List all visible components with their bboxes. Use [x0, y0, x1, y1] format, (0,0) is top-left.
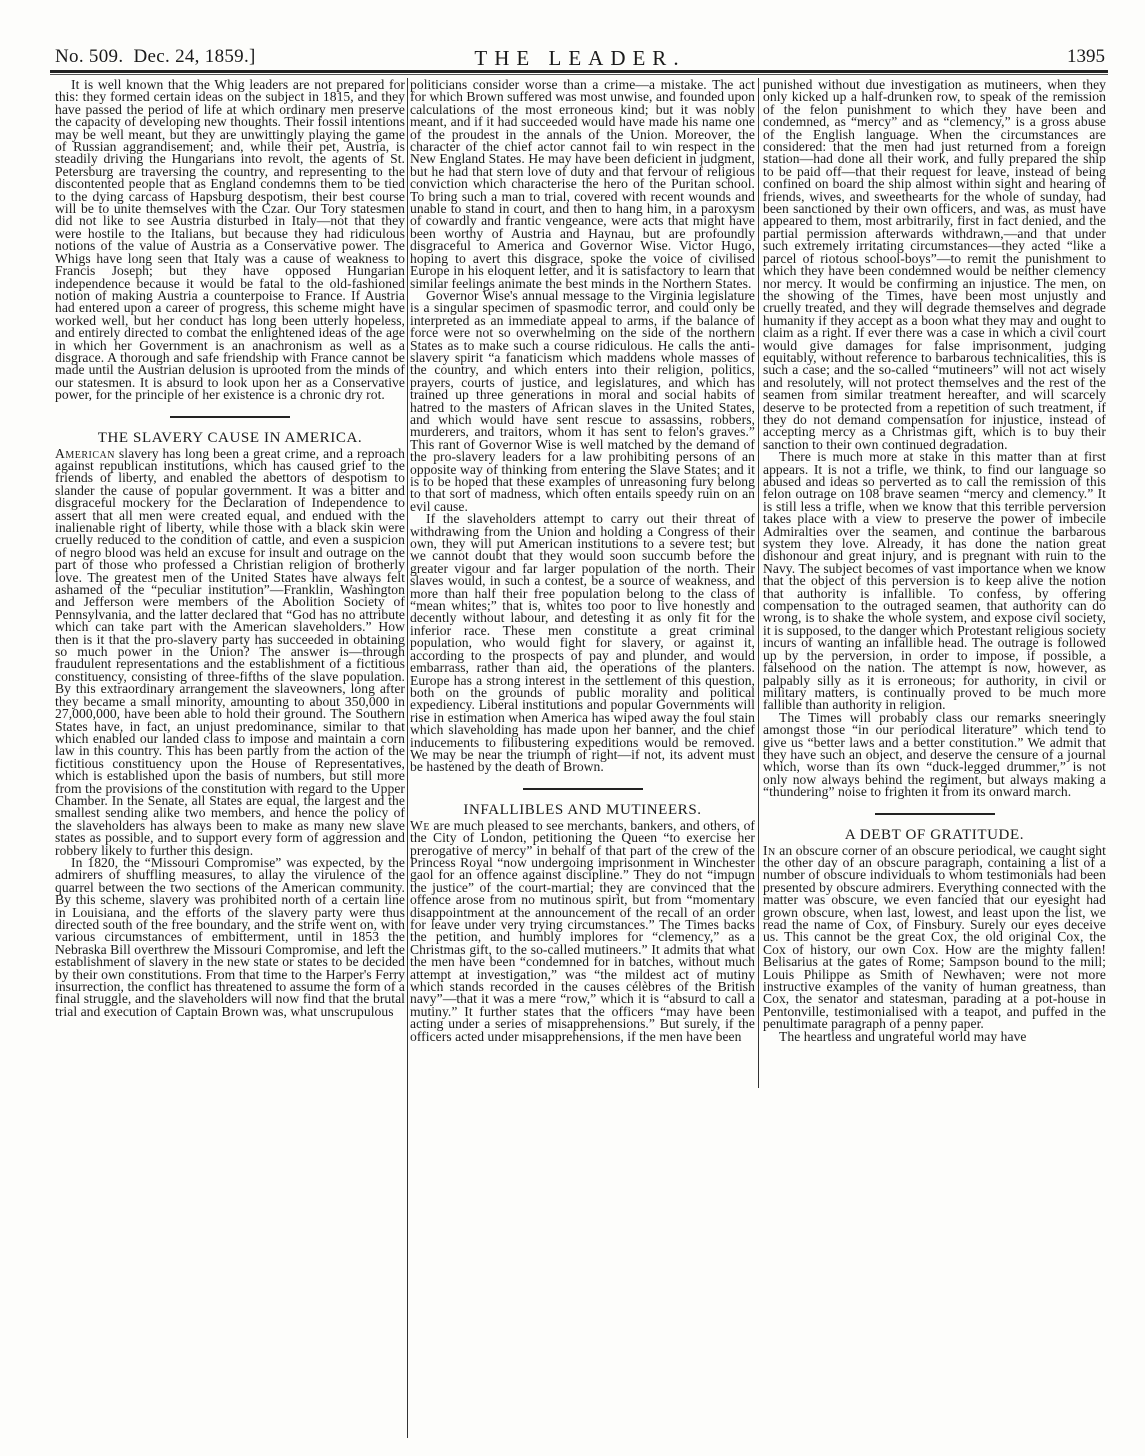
- paragraph: In 1820, the “Missouri Compromise” was expected, by the admirers of shuffling measures, to allay the virulence of the quarrel between the two sections of the American community. By this scheme, slavery was prohibited north of a certain line in Louisiana, and the efforts of the slavery party were thus directed south of the free boundary, and the strife went on, with various circumstances of embitterment, until in 1853 the Nebraska Bill overthrew the Missouri Compromise, and left the establishment of slavery in the new state or states to be decided by their own constitutions. From that time to the Harper's Ferry insurrection, the conflict has threatened to assume the form of a final struggle, and the slaveholders will now find that the brutal trial and execution of Captain Brown was, what unscrupulous: [55, 854, 405, 1019]
- lead-word: American: [55, 445, 115, 461]
- paragraph: [763, 842, 1106, 1032]
- page-number: 1395: [1067, 46, 1105, 67]
- article-separator: [523, 788, 643, 790]
- paragraph: [410, 817, 755, 1044]
- paragraph: Governor Wise's annual message to the Virginia legislature is a singular specimen of spasmodic terror, and could only be interpreted as an immediate appeal to arms, if the balance of force were not so overwhelming on the side of the northern States as to make such a course ridiculous. He calls the anti-slavery spirit “a fanaticism which maddens whole masses of the country, and which enters into their religion, politics, prayers, courts of justice, and legislatures, and which has trained up three generations in moral and social habits of hatred to the masters of African slaves in the United States, and which would have sent rescue to assassins, robbers, murderers, and traitors, whom it has sent to felon's graves.” This rant of Governor Wise is well matched by the demand of the pro-slavery leaders for a law prohibiting persons of an opposite way of thinking from entering the Slave States; and it is to be hoped that these examples of unreasoning fury belong to that sort of madness, which often entails speedy ruin on an evil cause.: [410, 287, 755, 514]
- issue-date: Dec. 24, 1859.]: [133, 46, 256, 67]
- paragraph: There is much more at stake in this matter than at first appears. It is not a trifle, we think, to find our language so abused and ideas so perverted as to call the remission of this felon outrage on 108 brave seamen “mercy and clemency.” It is still less a trifle, when we know that this terrible perversion takes place with a view to preserve the power of imbecile Admiralties over the seamen, and continue the barbarous system they love. Already, it has done the nation great dishonour and great injury, and is pregnant with ruin to the Navy. The subject becomes of vast importance when we know that the object of this perversion is to keep alive the notion that authority is infallible. To confess, by offering compensation to the outraged seamen, that authority can do wrong, is to shake the whole system, and expose civil society, it is supposed, to the danger which Protestant religious society incurs of wanting an infallible head. The outrage is followed up by the perversion, in order to impose, if possible, a falsehood on the nation. The attempt is now, however, as palpably silly as it is erroneous; for authority, in civil or military matters, is continually proved to be much more fallible than authority in religion.: [763, 449, 1106, 713]
- paragraph: politicians consider worse than a crime—a mistake. The act for which Brown suffered was most unwise, and founded upon calculations of the most erroneous kind; but it was nobly meant, and if it had succeeded would have made his name one of the proudest in the annals of the Union. Moreover, the character of the chief actor cannot fail to win respect in the New England States. He may have been deficient in judgment, but he had that stern love of duty and that fervour of religious conviction which characterise the hero of the Puritan school. To bring such a man to trial, covered with recent wounds and unable to stand in court, and then to hang him, in a paroxysm of cowardly and frantic vengeance, were acts that might have been worthy of Austria and Haynau, but are profoundly disgraceful to America and Governor Wise. Victor Hugo, hoping to avert this disgrace, spoke the voice of civilised Europe in his eloquent letter, and it is satisfactory to learn that similar feelings animate the best minds in the Northern States.: [410, 79, 755, 291]
- paragraph-text: slavery has long been a great crime, and a reproach against republican institutions, which has caused grief to the friends of liberty, and enabled the abettors of despotism to slander the cause of popular government. It was a bitter and disgraceful mockery for the Declaration of Independence to assert that all men were created equal, and endued with the inalienable right of liberty, while those with a black skin were cruelly reduced to the condition of cattle, and even a suspicion of negro blood was held an excuse for insult and outrage on the part of those who professed a Christian religion of brotherly love. The greatest men of the United States have always felt ashamed of the “peculiar institution”—Franklin, Washington and Jefferson were members of the Abolition Society of Pennsylvania, and the latter declared that “God has no attribute which can take part with the American slaveholders.” How then is it that the pro-slavery party has succeeded in obtaining so much power in the Union? The answer is—through fraudulent representations and the establishment of a fictitious constituency, consisting of three-fifths of the slave population. By this extraordinary arrangement the slaveowners, long after they became a small minority, amounting to about 350,000 in 27,000,000, have been able to hold their ground. The Southern States have, in fact, an unjust predominance, similar to that which enabled our landed class to impose and maintain a corn law in this country. This has been partly from the action of the fictitious constituency upon the House of Representatives, which is established upon the basis of numbers, but still more from the provisions of the constitution with regard to the Upper Chamber. In the Senate, all States are equal, the largest and the smallest sending alike two members, and hence the policy of the slaveholders has always been to make as many new slave states as possible, and to support every form of aggression and robbery likely to further this design.: [55, 445, 405, 858]
- issue-number: No. 509.: [55, 46, 124, 67]
- paragraph-text: are much pleased to see merchants, bankers, and others, of the City of London, petitioning the Queen “to exercise her prerogative of mercy” in behalf of that part of the crew of the Princess Royal “now undergoing imprisonment in Winchester gaol for an offence against discipline.” They do not “impugn the justice” of the court-martial; they are convinced that the offence arose from no mutinous spirit, but from “momentary disappointment at the announcement of the recall of an order for leave under very trying circumstances.” The Times backs the petition, and humbly implores for “clemency,” as a Christmas gift, to the so-called mutineers.” It admits that what the men have been “condemned for in batches, without much attempt at investigation,” was “the mildest act of mutiny which stands recorded in the causes célèbres of the British navy”—that it was a mere “row,” which it is “absurd to call a mutiny.” It further states that the officers “may have been acting under a series of misapprehensions.” But surely, if the officers acted under misapprehensions, if the men have been: [410, 817, 755, 1044]
- column-divider: [407, 78, 408, 1438]
- column-2: [410, 79, 755, 1449]
- article-separator: [170, 416, 290, 418]
- paragraph: The heartless and ungrateful world may have: [779, 1028, 1027, 1044]
- article-separator: [875, 813, 995, 815]
- column-3: [763, 79, 1106, 1449]
- paragraph-text: an obscure corner of an obscure periodical, we caught sight the other day of an obscure paragraph, containing a list of a number of obscure individuals to whom testimonials had been presented by obscure admirers. Everything connected with the matter was obscure, we even fancied that our eyesight had grown obscure, when last, lowest, and least upon the list, we read the name of Cox, of Finsbury. Surely our eyes deceive us. This cannot be the great Cox, the old original Cox, the Cox of history, our own Cox. How are the mighty fallen! Belisarius at the gates of Rome; Sampson bound to the mill; Louis Philippe as Smith of Newhaven; were not more instructive examples of the vanity of human greatness, than Cox, the senator and statesman, parading at a pot-house in Pentonville, testimonialised with a teapot, and puffed in the penultimate paragraph of a penny paper.: [763, 842, 1106, 1032]
- masthead: [55, 44, 1105, 72]
- column-divider: [758, 78, 759, 1088]
- paragraph: punished without due investigation as mutineers, when they only kicked up a half-drunken row, to speak of the remission of the felon punishment to which they have been and condemned, as “mercy” and as “clemency,” is a gross abuse of the English language. When the circumstances are considered: that the men had just returned from a foreign station—had done all their work, and fully prepared the ship to be paid off—that their request for leave, instead of being confined on board the ship almost within sight and hearing of friends, wives, and sweethearts for the whole of sunday, had been sanctioned by their own officers, and was, as must have appeared to them, most arbitrarily, first in fact denied, and the partial permission afterwards withdrawn,—and that under such extremely irritating circumstances—they acted “like a parcel of riotous school-boys”—to remit the punishment to which they have been condemned would be neither clemency nor mercy. It would be confirming an injustice. The men, on the showing of the Times, have been most unjustly and cruelly treated, and they will degrade themselves and degrade humanity if they accept as a boon what they may and ought to claim as a right. If ever there was a case in which a civil court would give damages for false imprisonment, judging equitably, without reference to barbarous technicalities, this is such a case; and the so-called “mutineers” will not act wisely and resolutely, will not protect themselves and the rest of the seamen from similar treatment hereafter, and will scarcely deserve to be protected from a repetition of such treatment, if they do not demand compensation for injustice, instead of accepting mercy as a Christmas gift, which is to buy their sanction to their own continued degradation.: [763, 79, 1106, 452]
- lead-word: In: [763, 842, 776, 858]
- header-rule-thin: [50, 74, 1108, 75]
- paragraph: It is well known that the Whig leaders are not prepared for this: they formed certain ideas on the subject in 1815, and they have passed the period of life at which ordinary men preserve the capacity of developing new thoughts. Their fossil intentions may be well meant, but they are unwittingly playing the game of Russian aggrandisement; and, while their pet, Austria, is steadily driving the Hungarians into revolt, the agents of St. Petersburg are traversing the country, and representing to the discontented people that as England condemns them to be tied to the dying carcass of Hapsburg despotism, their best course will be to unite themselves with the Czar. Our Tory statesmen did not like to see Austria disturbed in Italy—not that they were hostile to the Italians, but because they had ridiculous notions of the value of Austria as a Conservative power. The Whigs have long seen that Italy was a cause of weakness to Francis Joseph; but they have opposed Hungarian independence because it would be fatal to the old-fashioned notion of making Austria a counterpoise to France. If Austria had entered upon a career of progress, this scheme might have worked well, but her conduct has long been utterly hopeless, and entirely directed to combat the enlightened ideas of the age in which her Government is an anachronism as well as a disgrace. A thorough and safe friendship with France cannot be made until the Austrian delusion is uprooted from the minds of our statesmen. It is absurd to look upon her as a Conservative power, for the principle of her existence is a chronic dry rot.: [55, 79, 405, 403]
- newspaper-title: THE LEADER.: [474, 46, 686, 70]
- article-heading-slavery-cause: THE SLAVERY CAUSE IN AMERICA.: [97, 429, 363, 446]
- paragraph: [55, 445, 405, 858]
- article-heading-debt-of-gratitude: A DEBT OF GRATITUDE.: [844, 826, 1025, 843]
- article-heading-infallibles: INFALLIBLES AND MUTINEERS.: [463, 801, 702, 818]
- lead-word: We: [410, 817, 430, 833]
- paragraph: If the slaveholders attempt to carry out their threat of withdrawing from the Union and holding a Congress of their own, they will put American institutions to a severe test; but we cannot doubt that they would soon succumb before the greater vigour and far larger population of the north. Their slaves would, in such a contest, be a source of weakness, and more than half their free population belong to the class of “mean whites;” that is, whites too poor to live honestly and decently without labour, and detesting it as only fit for the inferior race. These men constitute a great criminal population, who would fight for slavery, or against it, according to the prospects of pay and plunder, and would embarrass, rather than aid, the operations of the planters. Europe has a strong interest in the settlement of this question, both on the grounds of public morality and political expediency. Liberal institutions and popular Governments will rise in estimation when America has wiped away the foul stain which slaveholding has made upon her banner, and the chief inducements to filibustering expeditions would be removed. We may be near the triumph of right—if not, its advent must be hastened by the death of Brown.: [410, 511, 755, 775]
- header-rule: [50, 70, 1108, 73]
- paragraph: The Times will probably class our remarks sneeringly amongst those “in our periodical literature” which tend to give us “better laws and a better constitution.” We admit that they have such an object, and deserve the censure of a journal which, worse than its own “duck-legged drummer,” is not only now always behind the regiment, but always making a “thundering” noise to frighten it from its onward march.: [763, 709, 1106, 800]
- column-1: [55, 79, 405, 1449]
